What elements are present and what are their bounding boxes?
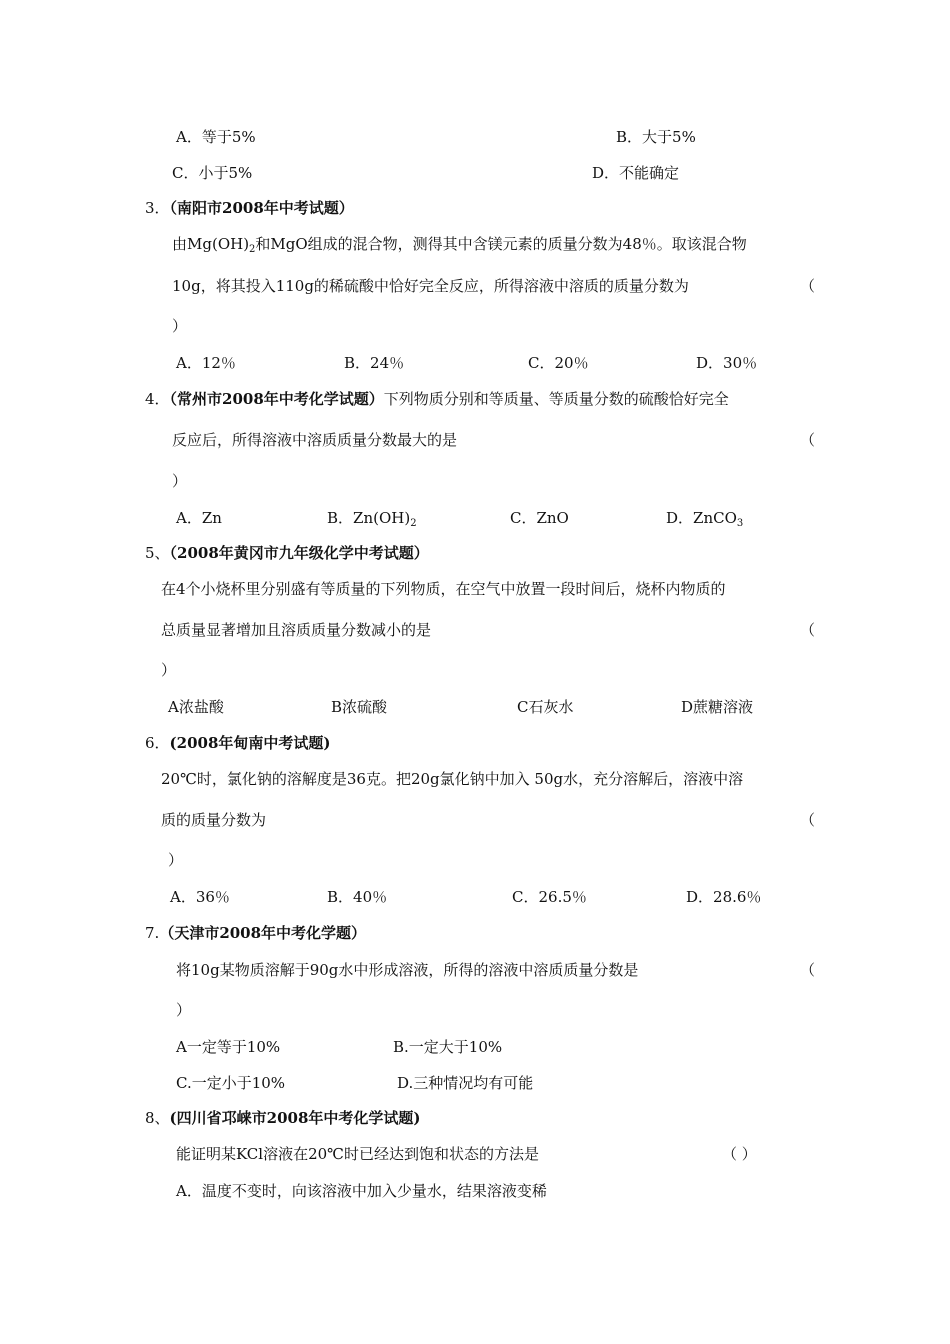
subscript: 2 — [410, 518, 417, 529]
question-source: （天津市2008年中考化学题） — [159, 924, 367, 942]
q3-option-c: C．20％ — [528, 354, 589, 372]
question-text: 下列物质分别和等质量、等质量分数的硫酸恰好完全 — [383, 390, 729, 408]
answer-paren-open: （ — [800, 431, 816, 449]
question-8-text-line-1: 能证明某KCl溶液在20℃时已经达到饱和状态的方法是 — [176, 1145, 539, 1163]
question-8-header — [145, 1108, 421, 1128]
answer-paren: （ ） — [722, 1145, 757, 1163]
q3-option-d: D．30％ — [696, 354, 758, 372]
answer-paren-close: ） — [168, 851, 184, 869]
q5-option-c: C石灰水 — [517, 698, 574, 716]
question-3-text-line-1 — [172, 234, 747, 254]
q6-option-c: C．26.5％ — [512, 888, 587, 906]
question-number: 8、 — [145, 1109, 170, 1127]
question-source: （南阳市2008年中考试题） — [169, 199, 354, 217]
formula-text: 由Mg(OH) — [172, 235, 250, 253]
answer-paren-open: （ — [800, 277, 816, 295]
question-text: 和MgO组成的混合物，测得其中含镁元素的质量分数为48％。取该混合物 — [255, 235, 747, 253]
q3-option-a: A．12％ — [176, 354, 236, 372]
question-source: (2008年甸南中考试题) — [169, 734, 331, 752]
subscript: 3 — [736, 518, 744, 529]
q7-option-b: B.一定大于10% — [393, 1038, 503, 1056]
q5-option-d: D蔗糖溶液 — [681, 698, 754, 716]
q6-option-a: A．36％ — [170, 888, 230, 906]
q2-option-a: A．等于5% — [176, 128, 256, 146]
q6-option-b: B．40％ — [327, 888, 388, 906]
q5-option-a: A浓盐酸 — [168, 698, 224, 716]
question-number: 5、 — [145, 544, 170, 562]
answer-paren-open: （ — [800, 811, 816, 829]
answer-paren-close: ） — [161, 661, 177, 679]
question-4-text-line-2: 反应后，所得溶液中溶质质量分数最大的是 — [172, 431, 458, 449]
subscript: 2 — [249, 244, 256, 255]
q6-option-d: D．28.6％ — [686, 888, 762, 906]
question-source: （2008年黄冈市九年级化学中考试题） — [169, 544, 429, 562]
question-3-text-line-2: 10g，将其投入110g的稀硫酸中恰好完全反应，所得溶液中溶质的质量分数为 — [172, 277, 689, 295]
q8-option-a: A．温度不变时，向该溶液中加入少量水，结果溶液变稀 — [176, 1182, 547, 1200]
question-source: (四川省邛崃市2008年中考化学试题) — [169, 1109, 421, 1127]
question-5-header — [145, 543, 429, 563]
answer-paren-open: （ — [800, 961, 816, 979]
q2-option-b: B．大于5% — [616, 128, 696, 146]
question-5-text-line-2: 总质量显著增加且溶质质量分数减小的是 — [161, 621, 432, 639]
q2-option-d: D．不能确定 — [592, 164, 680, 182]
q7-option-c: C.一定小于10% — [176, 1074, 286, 1092]
q4-option-a: A．Zn — [176, 509, 222, 527]
option-text: D．ZnCO — [666, 509, 737, 527]
answer-paren-open: （ — [800, 621, 816, 639]
question-6-text-line-2: 质的质量分数为 — [161, 811, 267, 829]
q7-option-d: D.三种情况均有可能 — [397, 1074, 534, 1092]
q4-option-b — [327, 508, 417, 528]
q4-option-c: C．ZnO — [510, 509, 569, 527]
question-7-text-line-1: 将10g某物质溶解于90g水中形成溶液，所得的溶液中溶质质量分数是 — [176, 961, 639, 979]
question-3-header — [145, 198, 354, 218]
question-number: 4． — [145, 390, 170, 408]
question-number: 3． — [145, 199, 170, 217]
q3-option-b: B．24％ — [344, 354, 405, 372]
answer-paren-close: ） — [172, 317, 188, 335]
q7-option-a: A一定等于10% — [176, 1038, 281, 1056]
q4-option-d — [666, 508, 743, 528]
option-text: B．Zn(OH) — [327, 509, 411, 527]
question-6-header — [145, 733, 331, 753]
question-source: （常州市2008年中考化学试题） — [169, 390, 384, 408]
question-number: 7. — [145, 924, 160, 942]
question-number: 6． — [145, 734, 170, 752]
q2-option-c: C．小于5% — [172, 164, 253, 182]
question-6-text-line-1: 20℃时，氯化钠的溶解度是36克。把20g氯化钠中加入 50g水，充分溶解后，溶液中溶 — [161, 770, 744, 788]
answer-paren-close: ） — [172, 472, 188, 490]
q5-option-b: B浓硫酸 — [331, 698, 388, 716]
question-5-text-line-1: 在4个小烧杯里分别盛有等质量的下列物质，在空气中放置一段时间后，烧杯内物质的 — [161, 580, 726, 598]
answer-paren-close: ） — [176, 1001, 192, 1019]
question-4-header — [145, 389, 729, 409]
question-7-header — [145, 923, 366, 943]
